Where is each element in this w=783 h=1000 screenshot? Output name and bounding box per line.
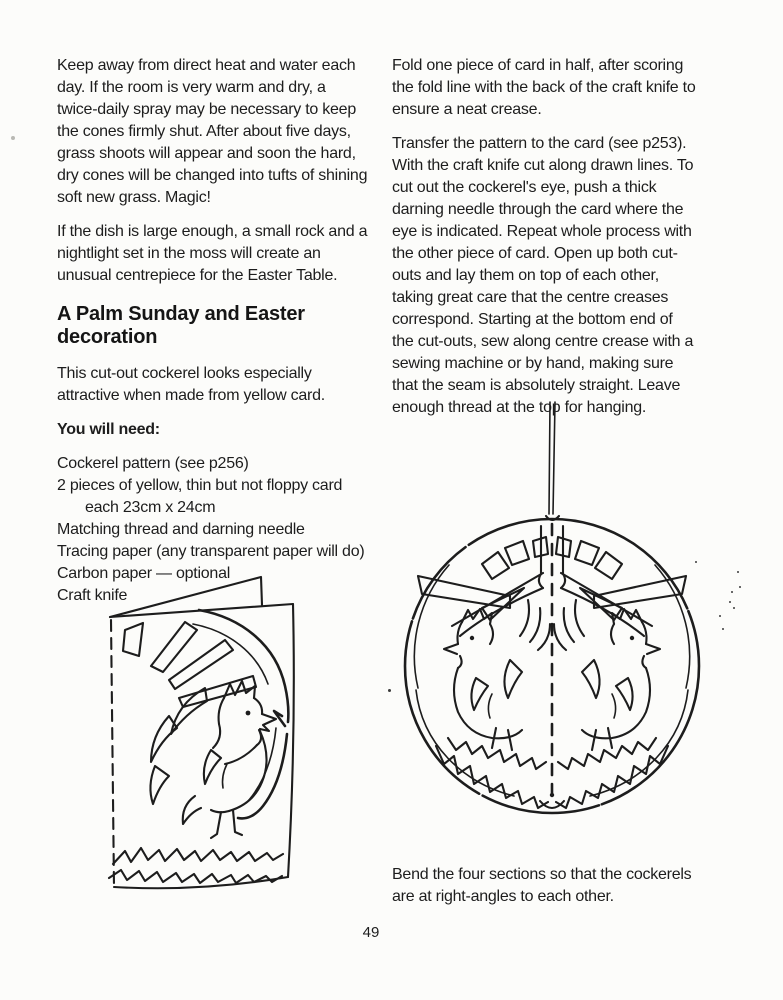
ink-speck — [739, 586, 741, 588]
ink-speck — [695, 561, 697, 563]
fold-line — [111, 620, 114, 887]
ink-speck — [719, 615, 721, 617]
ink-speck — [722, 628, 724, 630]
page-number: 49 — [362, 924, 380, 941]
material-item: Craft knife — [57, 587, 128, 604]
ink-speck — [731, 591, 733, 593]
right-column — [392, 55, 696, 431]
paragraph-heat-water: Keep away from direct heat and water each day. If the room is very warm and dry, a twice-daily spray may be necessary to keep the cones firmly shut. After about five days, grass shoots will appear and soon the hard, dry cones will be changed into tufts of shining soft new grass. Magic! — [57, 57, 368, 206]
ornament-cockerels-illustration — [392, 398, 712, 850]
material-item: Matching thread and darning needle — [57, 521, 305, 538]
material-item: Tracing paper (any transparent paper will do) — [57, 543, 365, 560]
cockerel-eye — [470, 636, 474, 640]
paragraph-transfer-pattern: Transfer the pattern to the card (see p253). With the craft knife cut along drawn lines. To cut out the cockerel's eye, push a thick darning needle through the card where the eye is indicated. Repeat whole process with the other piece of card. Open up both cut-outs and lay them on top of each other, taking great care that the centre creases correspond. Starting at the bottom end of the cut-outs, sew along centre crease with a sewing machine or by hand, making sure that the seam is absolutely straight. Leave enough thread at the top for hanging. — [392, 135, 694, 416]
grass-cutout — [113, 848, 283, 864]
ink-speck — [729, 601, 731, 603]
section-heading: A Palm Sunday and Easter decoration — [57, 303, 305, 348]
material-item: Cockerel pattern (see p256) — [57, 455, 249, 472]
paragraph-intro: This cut-out cockerel looks especially attractive when made from yellow card. — [57, 365, 325, 404]
grass-cutout — [448, 738, 546, 769]
cockerel-legs — [211, 810, 242, 838]
ink-speck — [737, 571, 739, 573]
material-item: 2 pieces of yellow, thin but not floppy card each 23cm x 24cm — [57, 477, 343, 516]
hanging-thread — [549, 402, 555, 514]
material-item: Carbon paper — optional — [57, 565, 231, 582]
ornament-caption: Bend the four sections so that the cockerels are at right-angles to each other. — [392, 866, 692, 905]
left-column — [57, 55, 368, 607]
cockerel-head — [219, 681, 276, 745]
ink-speck — [11, 136, 15, 140]
cockerel-eye — [246, 711, 251, 716]
ink-speck — [733, 607, 735, 609]
paragraph-dish-rock: If the dish is large enough, a small rock and a nightlight set in the moss will create an unusual centrepiece for the Easter Table. — [57, 223, 368, 284]
ink-speck — [388, 689, 391, 692]
card-cockerel-illustration — [73, 568, 315, 903]
sun-ray-cutout — [123, 623, 143, 656]
ornament-half — [414, 526, 550, 808]
you-will-need-label: You will need: — [57, 421, 160, 438]
paragraph-fold-card: Fold one piece of card in half, after scoring the fold line with the back of the craft knife to ensure a neat crease. — [392, 57, 696, 118]
